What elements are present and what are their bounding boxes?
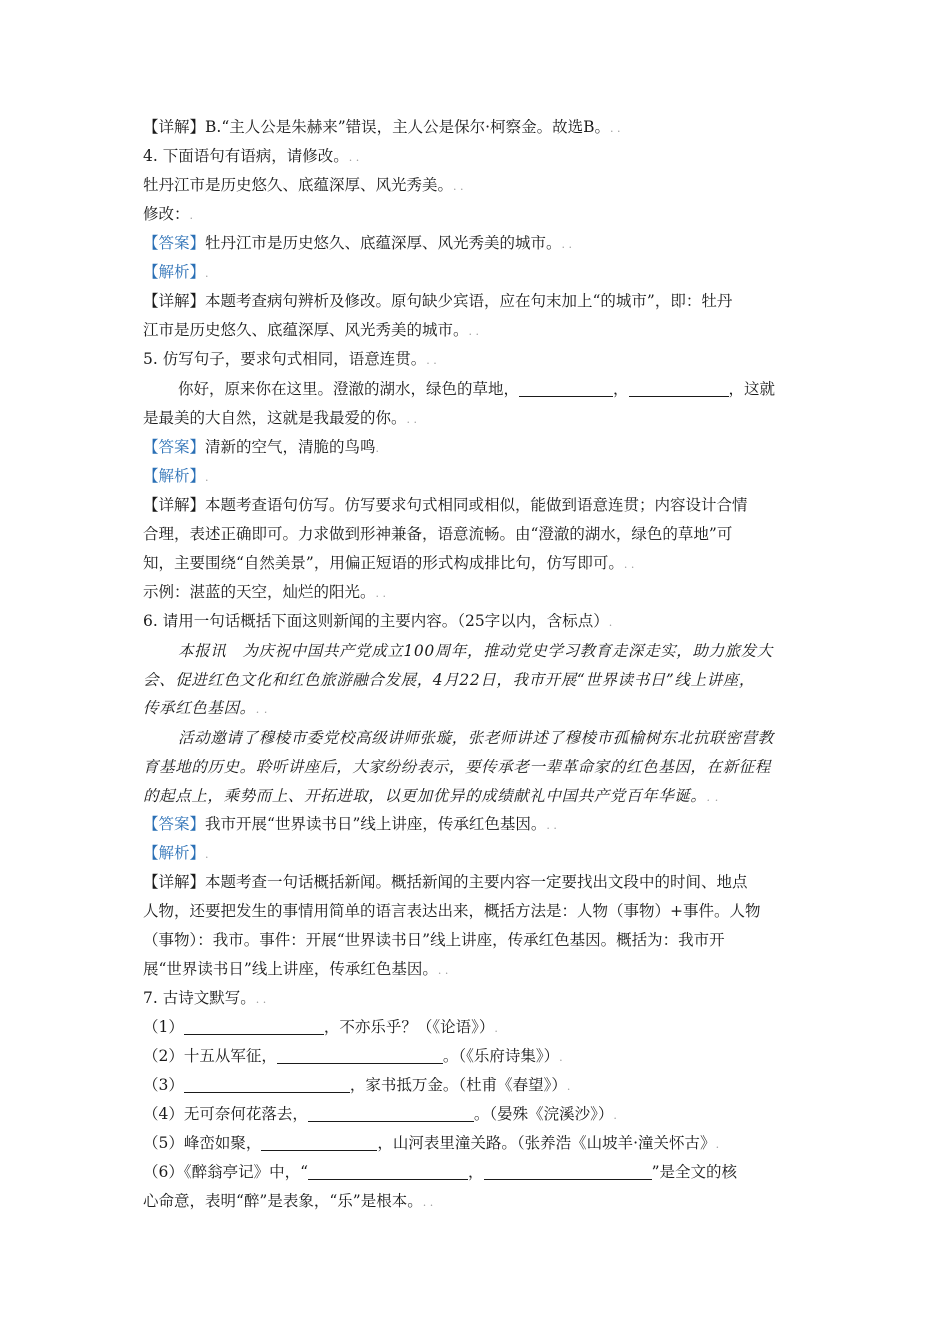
- news-line6: 的起点上，乘势而上、开拓进取，以更加优异的成绩献礼中国共产党百年华诞。. .: [143, 787, 719, 805]
- q4-sentence: 牡丹江市是历史悠久、底蕴深厚、风光秀美。. .: [143, 176, 464, 194]
- question-4: 4. 下面语句有语病，请修改。. .: [143, 147, 360, 165]
- q7-blank-3[interactable]: [184, 1076, 350, 1093]
- q4-detail-line2: 江市是历史悠久、底蕴深厚、风光秀美的城市。. .: [143, 321, 480, 339]
- q5-prompt-line1: 你好，原来你在这里。澄澈的湖水，绿色的草地， ， ，这就: [178, 380, 776, 398]
- q3-detail: 【详解】B.“主人公是朱赫来”错误，主人公是保尔·柯察金。故选B。. .: [143, 118, 621, 136]
- q5-prompt-line2: 是最美的大自然，这就是我最爱的你。. .: [143, 409, 418, 427]
- q5-answer: 【答案】清新的空气，清脆的鸟鸣.: [143, 438, 380, 456]
- q7-blank-6b[interactable]: [484, 1163, 652, 1180]
- q7-blank-2[interactable]: [277, 1047, 443, 1064]
- news-line5: 育基地的历史。聆听讲座后，大家纷纷表示，要传承老一辈革命家的红色基因，在新征程: [143, 758, 771, 776]
- q5-blank-2[interactable]: [629, 380, 729, 397]
- q4-detail-line1: 【详解】本题考查病句辨析及修改。原句缺少宾语，应在句末加上“的城市”，即：牡丹: [143, 292, 733, 310]
- q4-modify-label: 修改：.: [143, 205, 194, 223]
- news-line4: 活动邀请了穆棱市委党校高级讲师张璇，张老师讲述了穆棱市孤榆树东北抗联密营教: [178, 729, 774, 747]
- q4-answer: 【答案】牡丹江市是历史悠久、底蕴深厚、风光秀美的城市。. .: [143, 234, 573, 252]
- question-6: 6. 请用一句话概括下面这则新闻的主要内容。（25字以内，含标点）.: [143, 612, 613, 630]
- q7-item-2: （2）十五从军征， 。（《乐府诗集》）.: [143, 1047, 563, 1065]
- news-line2: 会、促进红色文化和红色旅游融合发展，4月22日，我市开展“世界读书日”线上讲座，: [143, 671, 755, 689]
- q5-detail-line3: 知，主要围绕“自然美景”，用偏正短语的形式构成排比句，仿写即可。. .: [143, 554, 635, 572]
- q5-detail-line1: 【详解】本题考查语句仿写。仿写要求句式相同或相似，能做到语意连贯；内容设计合情: [143, 496, 748, 514]
- q7-blank-4[interactable]: [308, 1105, 474, 1122]
- news-line1: 本报讯 为庆祝中国共产党成立100周年，推动党史学习教育走深走实，助力旅发大: [178, 642, 773, 660]
- q7-item-1: （1） ，不亦乐乎？（《论语》）.: [143, 1018, 498, 1036]
- q4-analysis: 【解析】.: [143, 263, 209, 281]
- q7-item-4: （4）无可奈何花落去， 。（晏殊《浣溪沙》）.: [143, 1105, 617, 1123]
- q7-item-6: （6）《醉翁亭记》中，“ ， ”是全文的核: [143, 1163, 737, 1181]
- q6-detail-line3: （事物）：我市。事件：开展“世界读书日”线上讲座，传承红色基因。概括为：我市开: [143, 931, 725, 949]
- news-line3: 传承红色基因。. .: [143, 699, 268, 717]
- q7-item-6-cont: 心命意，表明“醉”是表象，“乐”是根本。. .: [143, 1192, 434, 1210]
- question-5: 5. 仿写句子，要求句式相同，语意连贯。. .: [143, 350, 437, 368]
- q6-detail-line1: 【详解】本题考查一句话概括新闻。概括新闻的主要内容一定要找出文段中的时间、地点: [143, 873, 748, 891]
- q5-detail-line2: 合理，表述正确即可。力求做到形神兼备，语意流畅。由“澄澈的湖水，绿色的草地”可: [143, 525, 733, 543]
- q7-blank-5[interactable]: [261, 1134, 377, 1151]
- q7-blank-1[interactable]: [184, 1018, 324, 1035]
- q7-item-3: （3） ，家书抵万金。（杜甫《春望》）.: [143, 1076, 571, 1094]
- q6-analysis: 【解析】.: [143, 844, 209, 862]
- q6-detail-line2: 人物，还要把发生的事情用简单的语言表达出来，概括方法是：人物（事物）+事件。人物: [143, 902, 761, 920]
- q6-detail-line4: 展“世界读书日”线上讲座，传承红色基因。. .: [143, 960, 449, 978]
- question-7: 7. 古诗文默写。. .: [143, 989, 267, 1007]
- q5-blank-1[interactable]: [519, 380, 613, 397]
- q7-blank-6a[interactable]: [308, 1163, 468, 1180]
- q6-answer: 【答案】我市开展“世界读书日”线上讲座，传承红色基因。. .: [143, 815, 557, 833]
- q5-analysis: 【解析】.: [143, 467, 209, 485]
- q7-item-5: （5）峰峦如聚， ，山河表里潼关路。（张养浩《山坡羊·潼关怀古》.: [143, 1134, 720, 1152]
- q5-example: 示例：湛蓝的天空，灿烂的阳光。. .: [143, 583, 387, 601]
